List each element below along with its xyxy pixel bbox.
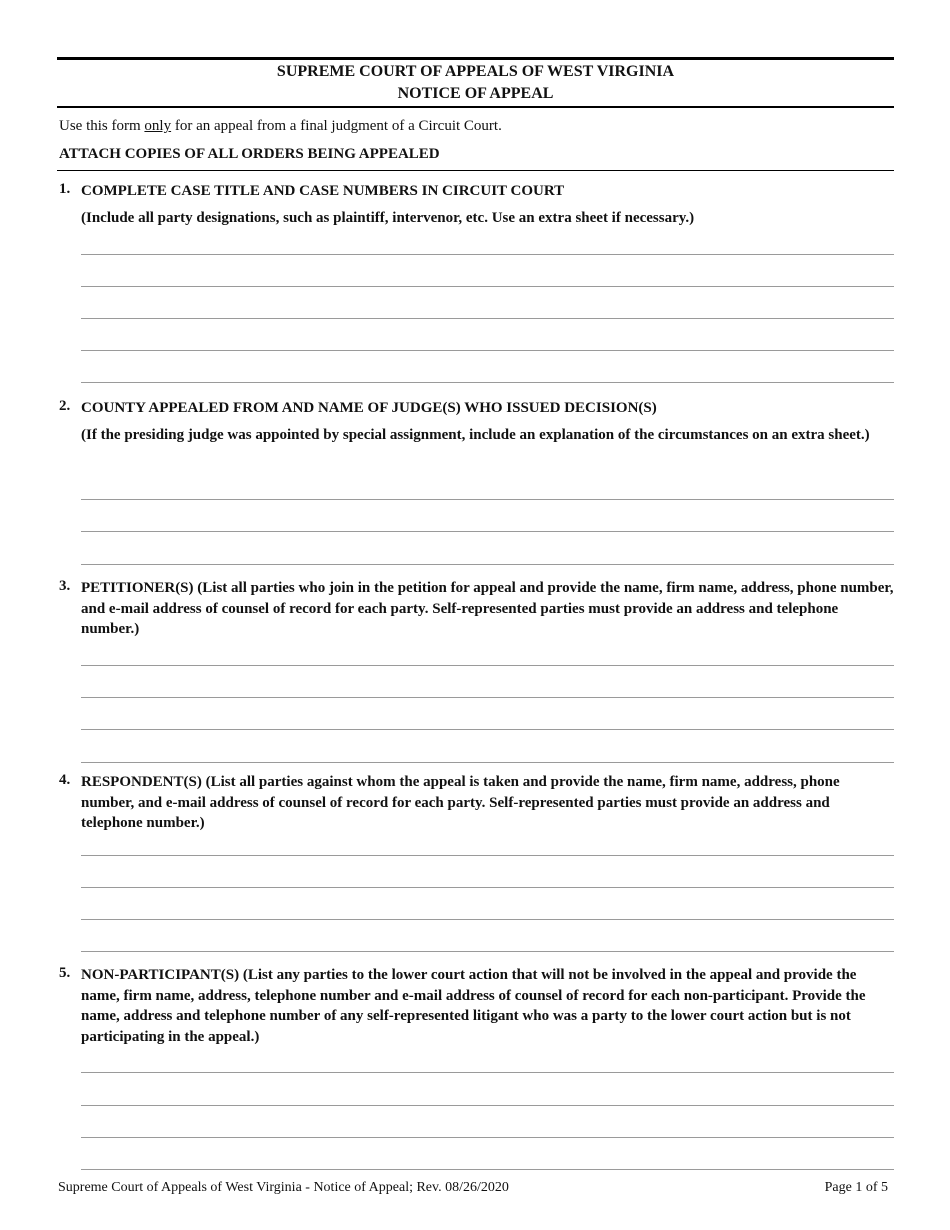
attach-rule [57, 170, 894, 171]
section-2-heading [59, 398, 894, 419]
section-4-heading [59, 772, 894, 834]
section-3-heading [59, 578, 894, 640]
attach-instruction: ATTACH COPIES OF ALL ORDERS BEING APPEALED [59, 146, 440, 162]
section-1-write-line[interactable] [81, 350, 894, 351]
section-3-write-line[interactable] [81, 697, 894, 698]
court-title: SUPREME COURT OF APPEALS OF WEST VIRGINIA [276, 63, 675, 80]
footer-page-number: Page 1 of 5 [824, 1180, 888, 1195]
section-heading-text: COUNTY APPEALED FROM AND NAME OF JUDGE(S) WHO ISSUED DECISION(S) [81, 400, 657, 416]
section-1-subtext: (Include all party designations, such as plaintiff, intervenor, etc. Use an extra sheet if necessary.) [81, 210, 695, 226]
section-5-heading [59, 965, 894, 1047]
section-number: 4. [59, 772, 71, 788]
section-2-subtext: (If the presiding judge was appointed by special assignment, include an explanation of the circumstances on an extra sheet.) [81, 427, 870, 443]
section-4-write-line[interactable] [81, 919, 894, 920]
section-3-write-line[interactable] [81, 762, 894, 763]
intro-emphasis: only [144, 118, 172, 134]
section-number: 1. [59, 181, 71, 197]
section-heading-text: RESPONDENT(S) (List all parties against whom the appeal is taken and provide the name, firm name, address, phone number, and e-mail address of counsel of record for each party. Self-represented parties must provide an address and telephone number.) [81, 774, 840, 831]
section-2-write-line[interactable] [81, 499, 894, 500]
section-heading-text: PETITIONER(S) (List all parties who join in the petition for appeal and provide the name, firm name, address, phone number, and e-mail address of counsel of record for each party. Self-represented parties must provide an address and telephone number.) [81, 580, 894, 637]
section-heading-text: NON-PARTICIPANT(S) (List any parties to the lower court action that will not be involved in the appeal and provide the name, firm name, address, telephone number and e-mail address of counsel of record for each non-participant. Provide the name, address and telephone number of any self-represented litigant who was a party to the lower court action but is not participating in the appeal.) [81, 967, 866, 1045]
section-2-write-line[interactable] [81, 531, 894, 532]
section-4-write-line[interactable] [81, 951, 894, 952]
section-5-write-line[interactable] [81, 1169, 894, 1170]
section-3-write-line[interactable] [81, 665, 894, 666]
section-5-write-line[interactable] [81, 1137, 894, 1138]
section-1-heading [59, 181, 894, 202]
section-1-write-line[interactable] [81, 254, 894, 255]
section-1-write-line[interactable] [81, 382, 894, 383]
section-5-write-line[interactable] [81, 1072, 894, 1073]
intro-text: Use this form only for an appeal from a final judgment of a Circuit Court. [59, 118, 502, 134]
section-1-write-line[interactable] [81, 286, 894, 287]
section-number: 2. [59, 398, 71, 414]
header-bottom-rule [57, 106, 894, 108]
section-number: 3. [59, 578, 71, 594]
section-3-write-line[interactable] [81, 729, 894, 730]
footer-form-revision: Supreme Court of Appeals of West Virginia - Notice of Appeal; Rev. 08/26/2020 [58, 1180, 509, 1195]
section-4-write-line[interactable] [81, 855, 894, 856]
form-title: NOTICE OF APPEAL [397, 85, 554, 102]
section-1-write-line[interactable] [81, 318, 894, 319]
section-4-write-line[interactable] [81, 887, 894, 888]
section-heading-text: COMPLETE CASE TITLE AND CASE NUMBERS IN CIRCUIT COURT [81, 183, 565, 199]
section-5-write-line[interactable] [81, 1105, 894, 1106]
section-2-write-line[interactable] [81, 564, 894, 565]
header-top-rule [57, 57, 894, 60]
section-number: 5. [59, 965, 71, 981]
